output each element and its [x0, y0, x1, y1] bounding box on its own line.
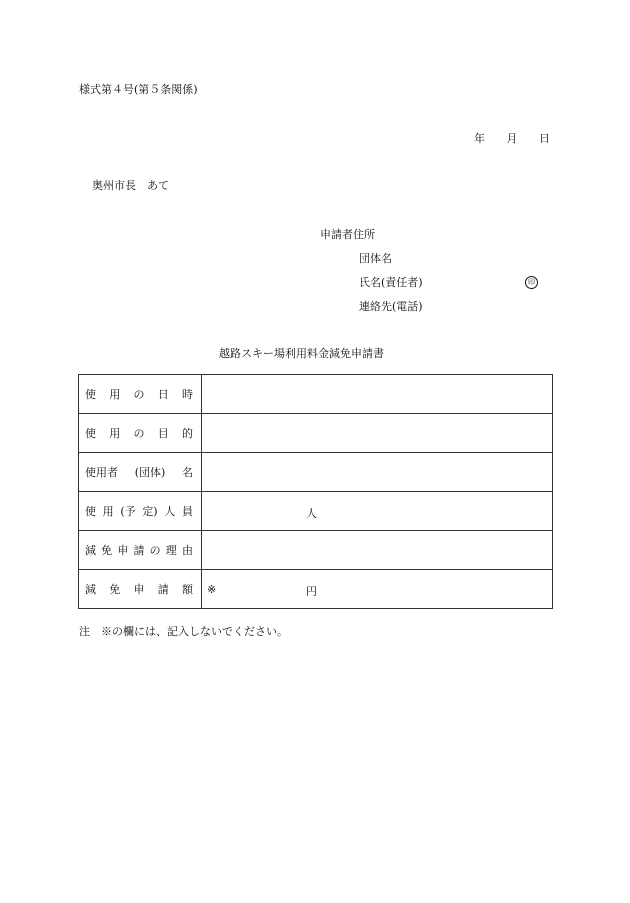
- table-row: [79, 531, 553, 570]
- label-char: 使: [85, 505, 96, 518]
- date-year-label: 年: [474, 132, 486, 145]
- row-label: [79, 570, 202, 609]
- row-label: [79, 531, 202, 570]
- label-char: 請: [133, 544, 145, 557]
- office-use-mark: ※: [207, 583, 217, 596]
- usage-purpose-field[interactable]: [202, 414, 553, 453]
- label-char: 用: [109, 388, 121, 401]
- label-char: 定): [142, 505, 158, 518]
- label-char: (団体): [134, 466, 166, 479]
- label-char: の: [133, 388, 145, 401]
- label-char: の: [133, 427, 145, 440]
- addressee: 奥州市長 あて: [92, 179, 169, 192]
- document-title: 越路スキー場利用料金減免申請書: [219, 347, 384, 360]
- applicant-address-label: 申請者住所: [320, 228, 375, 241]
- unit-label: 人: [306, 507, 317, 520]
- usage-datetime-field[interactable]: [202, 375, 553, 414]
- label-char: 用: [109, 427, 121, 440]
- label-char: 名: [182, 466, 193, 479]
- label-char: 人: [164, 505, 176, 518]
- label-char: 員: [181, 505, 193, 518]
- label-char: 免: [109, 583, 121, 596]
- table-row: [79, 375, 553, 414]
- label-char: 申: [117, 544, 129, 557]
- label-char: 使: [85, 427, 96, 440]
- table-row: [79, 492, 553, 531]
- label-char: 日: [157, 388, 169, 401]
- label-char: 的: [182, 427, 193, 440]
- label-char: 時: [182, 388, 193, 401]
- label-char: 減: [85, 583, 96, 596]
- reduction-amount-field: [202, 570, 553, 609]
- label-char: 由: [181, 544, 193, 557]
- row-label: [79, 414, 202, 453]
- label-char: 理: [165, 544, 177, 557]
- table-row: [79, 414, 553, 453]
- label-char: 請: [157, 583, 169, 596]
- row-label: [79, 375, 202, 414]
- row-label: [79, 492, 202, 531]
- form-number: 様式第４号(第５条関係): [79, 83, 198, 96]
- date-day-label: 日: [539, 132, 551, 145]
- group-name-label: 団体名: [359, 252, 392, 265]
- label-char: 使: [85, 388, 96, 401]
- contact-label: 連絡先(電話): [359, 300, 423, 313]
- label-char: 減: [85, 544, 96, 557]
- person-name-label: 氏名(責任者): [359, 276, 423, 289]
- unit-label: 円: [306, 585, 317, 598]
- date-month-label: 月: [506, 132, 519, 145]
- label-char: 目: [157, 427, 169, 440]
- label-char: 申: [133, 583, 145, 596]
- row-label: [79, 453, 202, 492]
- application-table: [78, 374, 553, 609]
- user-group-name-field[interactable]: [202, 453, 553, 492]
- label-char: 使用者: [85, 466, 118, 479]
- label-char: (予: [120, 505, 136, 518]
- table-row: [79, 570, 553, 609]
- label-char: 額: [182, 583, 193, 596]
- seal-mark: 印: [525, 276, 538, 289]
- reduction-reason-field[interactable]: [202, 531, 553, 570]
- date-line: [474, 133, 557, 144]
- label-char: 免: [101, 544, 113, 557]
- table-row: [79, 453, 553, 492]
- planned-headcount-field[interactable]: [202, 492, 553, 531]
- label-char: 用: [102, 505, 114, 518]
- footnote: 注 ※の欄には、記入しないでください。: [79, 625, 288, 638]
- label-char: の: [149, 544, 161, 557]
